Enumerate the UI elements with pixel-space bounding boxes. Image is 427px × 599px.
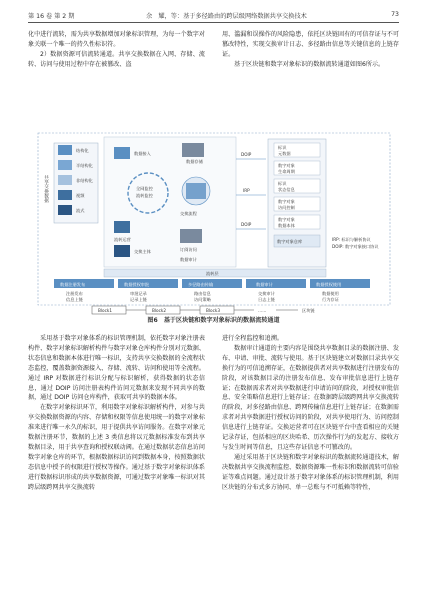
paragraph: 通过采用基于区块链和数字对象标识的数据流转通道技术，解决数据共享交换流程监控、数据资源唯一性标识和数据流转可信验证等难点问题。通过设计基于数字对象体系的标识管理机制，利用区块链的分布式多方协同、单一总账与不可抵赖等特性， bbox=[222, 453, 399, 491]
paragraph: 进行全程监控和追溯。 bbox=[222, 335, 283, 342]
data-access-icon bbox=[114, 147, 130, 159]
input-types bbox=[54, 143, 98, 223]
contract-row bbox=[54, 279, 370, 288]
figure-6-diagram bbox=[36, 129, 392, 313]
contract-label: 数据授权使用 bbox=[316, 282, 342, 287]
hub-label: 交换流程 bbox=[180, 211, 197, 216]
hub-label: 数据接入 bbox=[134, 151, 151, 156]
contract-label: 数据授权审批 bbox=[124, 282, 150, 287]
legend-doip: DOIP: 数字对象接口协议 bbox=[332, 244, 379, 249]
left-column-top bbox=[28, 30, 205, 70]
block-label: Block1 bbox=[98, 308, 112, 313]
do-label: 元数据 bbox=[278, 151, 291, 156]
structured-icon bbox=[58, 145, 72, 155]
hub-label: 交换主体 bbox=[134, 249, 151, 254]
do-label: 数字对象 bbox=[278, 199, 295, 204]
running-title: 余 耀，等：基于多径路由的跨层级网络数据共享交换技术 bbox=[146, 13, 307, 20]
legend-irp: IRP: 标识与解析协议 bbox=[332, 237, 371, 242]
network-center-icon bbox=[186, 183, 206, 199]
hub-label: 流转运营 bbox=[114, 237, 131, 242]
input-label: 非结构化 bbox=[76, 178, 93, 183]
do-label: 数据本体 bbox=[278, 223, 295, 228]
do-label: 数字对象仓库 bbox=[277, 239, 303, 244]
chain-label: 记录上链 bbox=[130, 297, 147, 302]
paragraph: 在数字对象标识环节，利用数字对象标识解析构件，对参与共享交换数据资源的内容、存储和权限等信息使用统一的数字对象标准来进行唯一永久的标识，用于提供共享访问服务。在数字对象元数据注册环节，数据的上述 3 类信息将以元数据标准发布到共享数据目录，用于共享查询和授权联动阈。在通过数据状态信息访问数字对象仓库的环节，根据数据标识访问到数据本身，按照数据状态信息中授予的权限进行授权等操作。通过基于数字对象标识体系进行数据标识形成的共享数据资源，可通过数字对象唯一标识对其跨层级跨网共享交换流转 bbox=[28, 404, 205, 491]
block-label: Block2 bbox=[152, 308, 166, 313]
hub-label: 流转监控 bbox=[136, 193, 153, 198]
chain-label: 交换审计 bbox=[258, 291, 275, 296]
header-rule bbox=[28, 22, 399, 23]
protocol-links bbox=[236, 159, 266, 229]
page-number: 73 bbox=[391, 11, 399, 18]
block-ellipsis: …… bbox=[258, 308, 267, 313]
paragraph: 化中进行流转，需为共享数据增加对象标识管理，为每一个数字对象关联一个唯一的持久性标识符。 bbox=[28, 31, 205, 48]
do-label: 标识 bbox=[278, 145, 287, 150]
doip-label: DOIP bbox=[241, 222, 252, 227]
doip-label: DOIP bbox=[241, 152, 252, 157]
blockchain-row bbox=[36, 305, 392, 315]
block-label: Block3 bbox=[206, 308, 220, 313]
exchange-subject-icon bbox=[114, 245, 130, 257]
input-label: 流式 bbox=[76, 208, 85, 213]
subscribe-icon bbox=[180, 229, 202, 243]
unstructured-icon bbox=[58, 175, 72, 185]
chain-label: 行为存证 bbox=[322, 297, 339, 302]
do-label: 生命周期 bbox=[278, 169, 295, 174]
figure-caption bbox=[0, 315, 427, 324]
side-label: 共享交换数据 bbox=[43, 175, 49, 203]
paragraph: 数据审计通道的主要内容是围绕共享数据目录的数据注册、发布、申请、审批、流转与使用。基于区块链建立对数据目录共享交换行为的可信追溯存证，在数据提供者对共享数据进行注册发布的阶段，对该数据目录的注册发布信息、发布审批信息进行上链存证；在数据需求者对共享数据进行申请访问的阶段，对授权审批信息、安全策略信息进行上链存证；在数据跨层级跨网共享交换流转的阶段，对多径路由信息、跨网传输信息进行上链存证；在数据需求者对共享数据进行授权访问的阶段，对共享使用行为、访问控制信息进行上链存证。交换运营者可在区块链平台中查看相应的关键记录存证，包括相应的区块哈希、历次操作行为的发起方、接收方与发生时间等信息，且这些存证信息不可篡改的。 bbox=[222, 344, 399, 451]
do-label: 状态信息 bbox=[278, 187, 295, 192]
paragraph: 基于区块链和数字对象标识的数据流转通道如图6所示。 bbox=[234, 60, 385, 68]
contract-label: 数据审计 bbox=[256, 282, 273, 287]
chain-label: 日志上链 bbox=[258, 297, 275, 302]
hub-label: 数据审计 bbox=[180, 257, 197, 262]
page-header bbox=[28, 8, 399, 22]
digital-object-panel bbox=[268, 139, 326, 267]
chain-record-row bbox=[66, 290, 340, 303]
caption-number: 图6 bbox=[147, 317, 158, 324]
flow-layer-label: 流转层 bbox=[206, 271, 219, 276]
chain-label: 注册发布 bbox=[66, 291, 83, 296]
irp-label: IRP bbox=[243, 188, 250, 193]
hub-label: 全网监控 bbox=[136, 186, 153, 191]
paragraph: 用、滥漏和误操作的风险隐患，依托区块链固有的可信存证与不可篡改特性，实现交换审计日志、多径路由信息等关键信息的上链存证。 bbox=[222, 31, 399, 58]
operation-icon bbox=[114, 221, 130, 233]
input-label: 半结构化 bbox=[76, 163, 93, 168]
do-label: 标识 bbox=[278, 181, 287, 186]
right-column-top bbox=[222, 30, 399, 70]
input-label: 结构化 bbox=[76, 148, 89, 153]
caption-text: 基于区块链和数字对象标识的数据流转通道 bbox=[163, 317, 280, 324]
right-column-bottom bbox=[222, 334, 399, 493]
hub-label: 数据存储 bbox=[186, 159, 203, 164]
chain-label: 访问策略 bbox=[194, 297, 211, 302]
do-label: 数字对象 bbox=[278, 163, 295, 168]
paragraph: 2）数据资源可信流转通道。共享交换数据在入网、存储、流转、访问与使用过程中存在被篡改、盗 bbox=[28, 50, 205, 68]
stream-icon bbox=[58, 205, 72, 215]
blockchain-label: 区块链 bbox=[302, 308, 315, 313]
chain-label: 信息上链 bbox=[66, 297, 83, 302]
chain-label: 审批记录 bbox=[130, 291, 147, 296]
hub-label: 订阅访问 bbox=[180, 247, 197, 252]
contract-label: 数据注册发布 bbox=[60, 282, 86, 287]
center-hub bbox=[104, 137, 236, 267]
chain-label: 数据使用 bbox=[322, 291, 339, 296]
left-column-bottom bbox=[28, 334, 205, 493]
issue-label: 第 16 卷 第 2 期 bbox=[28, 13, 75, 20]
do-label: 访问控制 bbox=[278, 205, 295, 210]
chain-label: 路由信息 bbox=[194, 291, 211, 296]
video-icon bbox=[58, 190, 72, 200]
storage-icon bbox=[182, 143, 204, 157]
input-label: 视频 bbox=[76, 193, 85, 198]
contract-label: 多径路由传输 bbox=[188, 282, 214, 287]
do-label: 数字对象 bbox=[278, 217, 295, 222]
semi-structured-icon bbox=[58, 160, 72, 170]
paragraph: 采用基于数字对象体系的标识管理机制，依托数字对象注册表构件、数字对象标识解析构件与数字对象仓库构件分别对元数据、状态信息和数据本体进行唯一标识，支持共享交换数据的全流程状态监控，覆盖数据资源接入、存储、流转、访问和使用等全流程。通过 IRP 对数据进行标识分配与标识解析，获得数据的状态信息，通过 DOIP 访问注册表构件访问元数据来发现不同共享的数据，通过 DOIP 访问仓库构件，获取可共享的数据本体。 bbox=[28, 335, 205, 402]
